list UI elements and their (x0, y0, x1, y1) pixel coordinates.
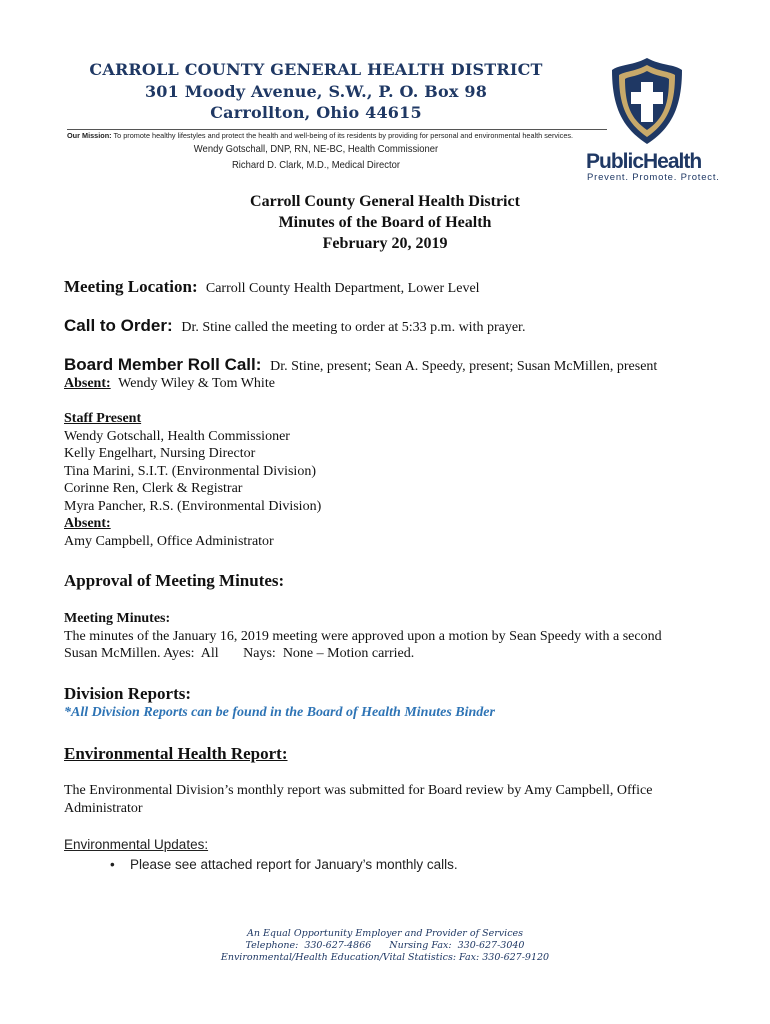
org-name: CARROLL COUNTY GENERAL HEALTH DISTRICT (89, 60, 543, 79)
call-to-order-value: Dr. Stine called the meeting to order at 5:33 p.m. with prayer. (181, 320, 526, 335)
meeting-minutes-subheading: Meeting Minutes: (64, 611, 171, 626)
public-health-shield-logo (610, 56, 684, 146)
meeting-location-label: Meeting Location: (64, 277, 198, 296)
environmental-updates-label: Environmental Updates: (64, 837, 209, 852)
footer-phone: Telephone: 330-627-4866 Nursing Fax: 330-627-3040 (245, 940, 525, 951)
org-address: 301 Moody Avenue, S.W., P. O. Box 98 (144, 82, 488, 101)
roll-call-absent-value: Wendy Wiley & Tom White (118, 376, 275, 391)
meeting-location-value: Carroll County Health Department, Lower Level (205, 281, 480, 296)
staff-absent-label: Absent: (64, 516, 111, 531)
mission-statement (67, 129, 607, 140)
bullet-icon: • (110, 857, 115, 872)
roll-call-absent-label: Absent: (64, 376, 111, 391)
staff-present-label: Staff Present (64, 411, 142, 426)
doc-title-line1: Carroll County General Health District (250, 193, 520, 210)
approval-text-line2: Susan McMillen. Ayes: All Nays: None – Motion carried. (64, 646, 415, 661)
approval-heading: Approval of Meeting Minutes: (64, 571, 285, 590)
division-reports-heading: Division Reports: (64, 684, 192, 703)
roll-call-value: Dr. Stine, present; Sean A. Speedy, present; Susan McMillen, present (270, 359, 658, 374)
doc-title-line2: Minutes of the Board of Health (278, 214, 492, 231)
mission-text: To promote healthy lifestyles and protect the health and well-being of its residents by providing for personal and environmental health services. (113, 131, 574, 140)
approval-section (64, 610, 662, 663)
approval-text-line1: The minutes of the January 16, 2019 meeting were approved upon a motion by Sean Speedy with a second (64, 628, 662, 644)
environmental-bullet-item (110, 857, 458, 872)
call-to-order-label: Call to Order: (64, 316, 173, 335)
roll-call (64, 355, 657, 375)
call-to-order (64, 316, 525, 336)
division-reports-note: *All Division Reports can be found in the Board of Health Minutes Binder (64, 705, 495, 720)
logo-title: PublicHealth (586, 150, 702, 173)
logo-tagline: Prevent. Promote. Protect. (587, 172, 720, 183)
environmental-report-text (64, 782, 652, 817)
doc-title-date: February 20, 2019 (322, 235, 448, 252)
shield-icon (610, 56, 684, 146)
staff-absent-value: Amy Campbell, Office Administrator (64, 533, 274, 549)
roll-call-label: Board Member Roll Call: (64, 355, 262, 374)
medical-director: Richard D. Clark, M.D., Medical Director (231, 159, 401, 171)
staff-member: Kelly Engelhart, Nursing Director (64, 446, 256, 461)
environmental-text-line1: The Environmental Division’s monthly report was submitted for Board review by Amy Campbell, Office (64, 783, 653, 798)
environmental-text-line2: Administrator (64, 800, 143, 816)
org-city: Carrollton, Ohio 44615 (210, 103, 422, 122)
roll-call-absent (64, 375, 275, 393)
environmental-bullet-text: Please see attached report for January’s monthly calls. (130, 857, 458, 872)
footer-eeo: An Equal Opportunity Employer and Provider of Services (246, 928, 524, 939)
staff-member: Tina Marini, S.I.T. (Environmental Division) (64, 463, 316, 479)
staff-member: Corinne Ren, Clerk & Registrar (64, 481, 243, 496)
environmental-heading: Environmental Health Report: (64, 744, 288, 763)
health-commissioner: Wendy Gotschall, DNP, RN, NE-BC, Health Commissioner (193, 143, 439, 155)
staff-member: Myra Pancher, R.S. (Environmental Division) (64, 498, 322, 514)
footer-fax: Environmental/Health Education/Vital Statistics: Fax: 330-627-9120 (220, 952, 550, 963)
staff-member: Wendy Gotschall, Health Commissioner (64, 428, 290, 444)
mission-label: Our Mission: (67, 131, 112, 140)
staff-present-section (64, 410, 321, 550)
meeting-location (64, 277, 480, 297)
